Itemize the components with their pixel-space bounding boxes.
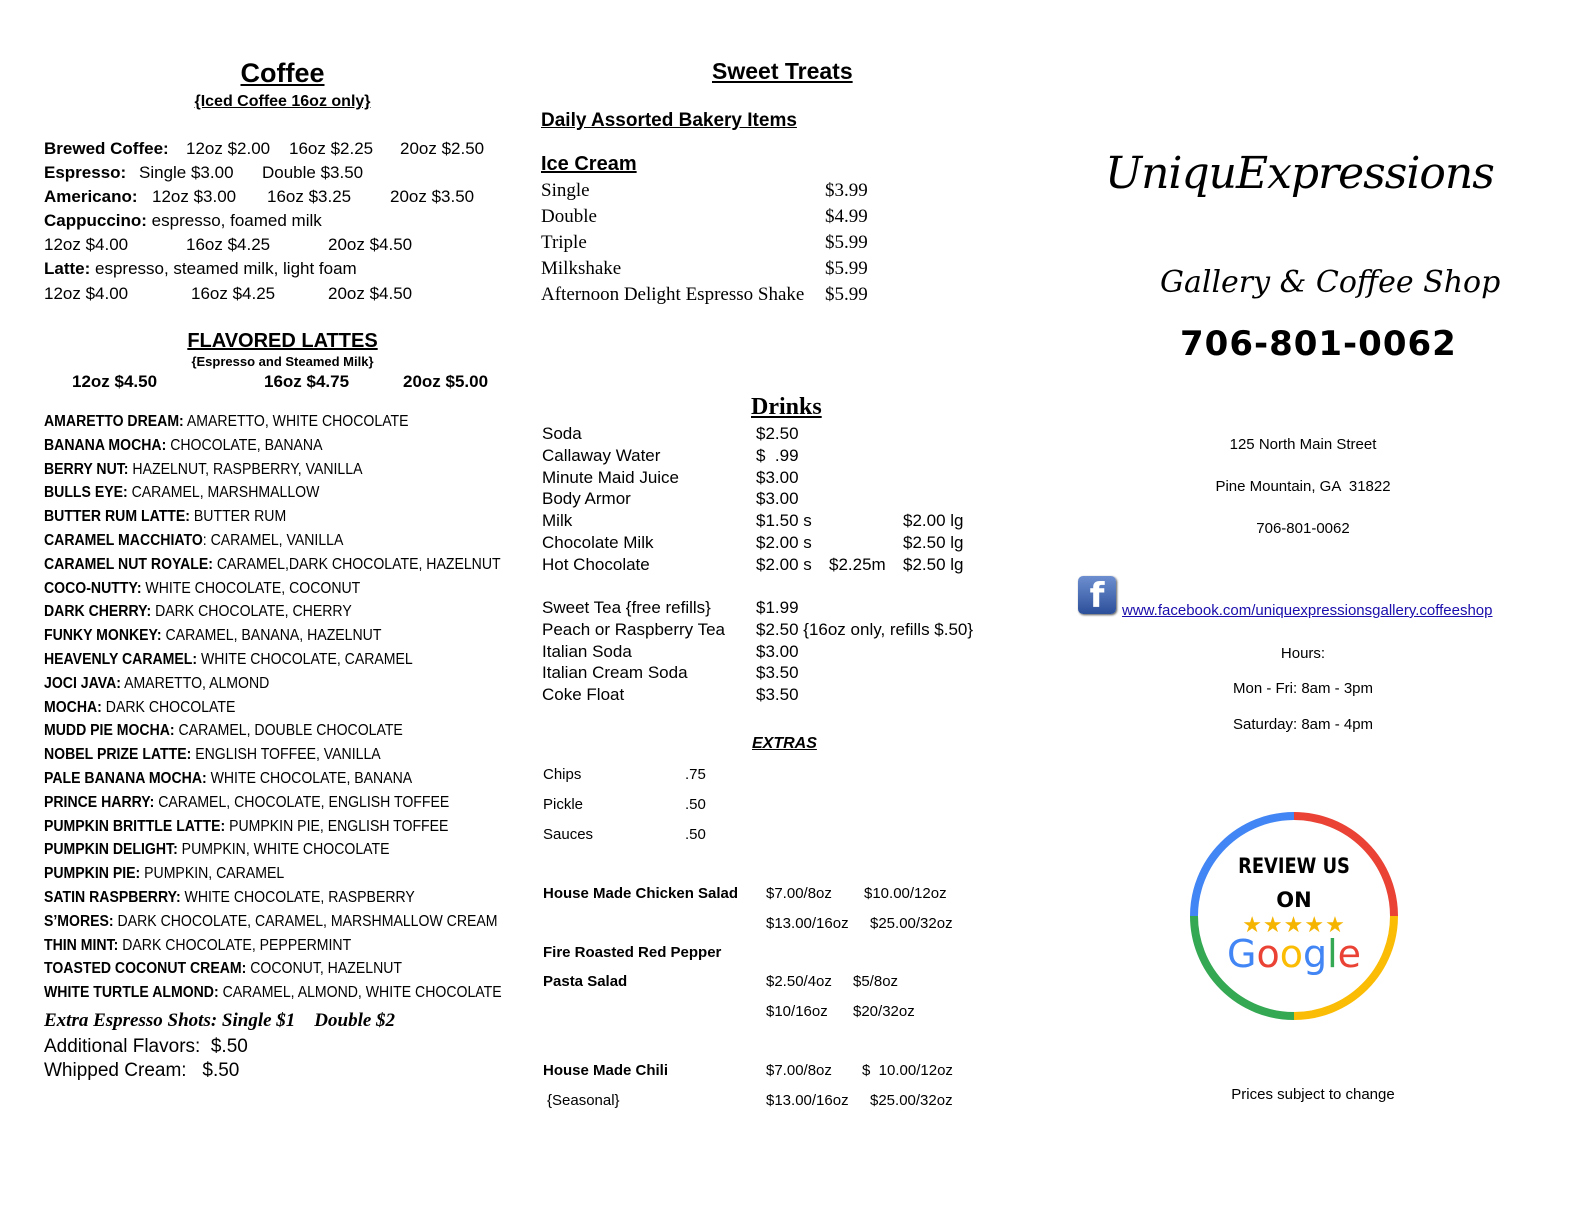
drink-price-small: $2.50 <box>756 424 799 443</box>
flavor-name: MUDD PIE MOCHA: <box>44 722 175 740</box>
flavor-name: BUTTER RUM LATTE: <box>44 508 190 526</box>
brewed-coffee-label: Brewed Coffee: <box>44 139 169 158</box>
flavor-name: BERRY NUT: <box>44 460 129 478</box>
shop-logo-subtitle: Gallery & Coffee Shop <box>1160 265 1501 300</box>
shop-phone-large: 706-801-0062 <box>1180 324 1457 364</box>
flavor-item <box>44 627 381 645</box>
extra-espresso-shots: Extra Espresso Shots: Single $1 Double $2 <box>44 1010 396 1031</box>
flavor-item <box>44 770 412 788</box>
coffee-subtitle: {Iced Coffee 16oz only} <box>194 93 371 110</box>
five-stars-icon: ★★★★★ <box>1242 912 1346 937</box>
shop-logo-title: UniquExpressions <box>1105 148 1494 199</box>
drink-name: Coke Float <box>542 685 625 705</box>
ice-cream-price: $4.99 <box>825 206 868 227</box>
flavor-ingredients: CHOCOLATE, BANANA <box>166 436 323 454</box>
flavor-item <box>44 508 286 526</box>
drink-price-small: $2.00 s <box>756 554 812 574</box>
flavored-price-20: 20oz $5.00 <box>403 372 489 391</box>
extra-price: .50 <box>685 796 706 813</box>
whipped-cream: Whipped Cream: $.50 <box>44 1060 240 1081</box>
google-review-badge[interactable] <box>1188 810 1400 1022</box>
flavor-name: PRINCE HARRY: <box>44 793 155 811</box>
ice-cream-item: Double <box>541 206 597 227</box>
address-street: 125 North Main Street <box>1229 436 1377 453</box>
pasta-salad-label-2: Pasta Salad <box>543 973 628 990</box>
ice-cream-item: Milkshake <box>541 258 622 279</box>
flavor-ingredients: COCONUT, HAZELNUT <box>246 960 403 978</box>
drink-price: $2.50 {16oz only, refills $.50} <box>756 619 974 639</box>
flavor-name: NOBEL PRIZE LATTE: <box>44 746 192 764</box>
drink-price-large: $2.50 lg <box>903 554 964 574</box>
facebook-icon[interactable]: f <box>1078 576 1116 614</box>
facebook-link[interactable]: www.facebook.com/uniquexpressionsgallery.coffeeshop <box>1122 602 1493 619</box>
espresso-line <box>44 163 126 183</box>
flavor-ingredients: CARAMEL, CHOCOLATE, ENGLISH TOFFEE <box>154 793 450 811</box>
drink-price: $3.50 <box>756 685 799 705</box>
chicken-salad-price-16: $13.00/16oz <box>766 915 849 932</box>
drink-name: Peach or Raspberry Tea <box>542 619 726 639</box>
pasta-salad-price-32: $20/32oz <box>853 1003 915 1020</box>
flavor-item <box>44 722 403 740</box>
hours-weekday: Mon - Fri: 8am - 3pm <box>1232 680 1374 697</box>
flavored-price-12: 12oz $4.50 <box>72 372 158 391</box>
flavor-ingredients: WHITE CHOCOLATE, CARAMEL <box>197 651 413 668</box>
ice-cream-item: Triple <box>541 232 587 253</box>
flavor-name: PUMPKIN DELIGHT: <box>44 841 178 859</box>
drinks-title: Drinks <box>751 394 822 420</box>
flavor-item <box>44 413 409 431</box>
drink-name: Hot Chocolate <box>542 554 650 574</box>
flavor-item <box>44 484 319 502</box>
ice-cream-item: Single <box>541 180 590 201</box>
flavor-name: COCO-NUTTY: <box>44 579 142 597</box>
flavored-price-16: 16oz $4.75 <box>264 372 350 391</box>
flavor-name: TOASTED COCONUT CREAM: <box>44 960 247 978</box>
address-phone: 706-801-0062 <box>1256 520 1350 537</box>
flavor-item <box>44 651 413 669</box>
extra-item: Pickle <box>543 796 584 813</box>
chicken-salad-label: House Made Chicken Salad <box>543 885 739 902</box>
pasta-salad-label-1: Fire Roasted Red Pepper <box>543 944 722 961</box>
flavor-ingredients: CARAMEL,DARK CHOCOLATE, HAZELNUT <box>212 555 501 573</box>
drink-price-small: $ .99 <box>756 445 799 465</box>
review-on-text: ON <box>1276 888 1312 912</box>
latte-price-12: 12oz $4.00 <box>44 284 129 303</box>
flavor-name: BULLS EYE: <box>44 484 128 502</box>
flavor-item <box>44 865 284 883</box>
flavor-name: AMARETTO DREAM: <box>44 413 184 430</box>
extra-price: .75 <box>685 766 706 783</box>
flavor-name: HEAVENLY CARAMEL: <box>44 651 198 668</box>
cappuccino-price-16: 16oz $4.25 <box>186 235 271 254</box>
cappuccino-line <box>44 211 322 231</box>
drink-name: Chocolate Milk <box>542 533 654 552</box>
chili-price-12: $ 10.00/12oz <box>862 1062 953 1079</box>
flavor-name: CARAMEL MACCHIATO <box>44 532 203 549</box>
flavor-ingredients: DARK CHOCOLATE, PEPPERMINT <box>118 936 352 954</box>
flavor-item <box>44 841 389 859</box>
chili-price-16: $13.00/16oz <box>766 1092 849 1109</box>
pasta-salad-price-8: $5/8oz <box>853 973 899 990</box>
sweet-treats-title: Sweet Treats <box>712 58 853 84</box>
chicken-salad-price-32: $25.00/32oz <box>870 915 953 932</box>
drink-price-large: $2.00 lg <box>903 511 964 531</box>
cappuccino-desc: espresso, foamed milk <box>146 211 322 230</box>
ice-cream-item: Afternoon Delight Espresso Shake <box>541 284 805 305</box>
brewed-price-16: 16oz $2.25 <box>289 139 374 158</box>
flavor-ingredients: PUMPKIN, CARAMEL <box>140 865 285 883</box>
drink-price: $3.00 <box>756 641 799 661</box>
flavor-ingredients: CARAMEL, MARSHMALLOW <box>127 484 320 502</box>
americano-price-12: 12oz $3.00 <box>152 187 237 206</box>
chili-seasonal: {Seasonal} <box>547 1092 620 1109</box>
latte-price-16: 16oz $4.25 <box>191 284 276 303</box>
flavor-item <box>44 699 235 717</box>
drink-name: Callaway Water <box>542 445 661 465</box>
cappuccino-price-20: 20oz $4.50 <box>328 235 413 254</box>
flavor-name: MOCHA: <box>44 698 102 716</box>
flavor-ingredients: CARAMEL, BANANA, HAZELNUT <box>161 627 382 645</box>
drink-name: Italian Soda <box>542 641 632 661</box>
drink-price: $3.50 <box>756 663 799 683</box>
drink-name: Body Armor <box>542 489 631 509</box>
flavor-item <box>44 603 352 621</box>
flavor-name: WHITE TURTLE ALMOND: <box>44 984 219 1002</box>
americano-label: Americano: <box>44 187 138 206</box>
price-disclaimer: Prices subject to change <box>1231 1086 1395 1103</box>
chicken-salad-price-8: $7.00/8oz <box>766 885 832 902</box>
drink-price-large: $2.50 lg <box>903 533 964 552</box>
pasta-salad-price-16: $10/16oz <box>766 1003 828 1020</box>
espresso-price-single: Single $3.00 <box>139 163 234 182</box>
flavor-item <box>44 532 343 550</box>
flavor-ingredients: WHITE CHOCOLATE, BANANA <box>206 770 413 787</box>
chili-label: House Made Chili <box>543 1062 669 1079</box>
flavor-item <box>44 580 360 598</box>
hours-label: Hours: <box>1280 645 1326 662</box>
drink-price: $1.99 <box>756 598 799 617</box>
drink-name: Sweet Tea {free refills} <box>542 598 711 617</box>
latte-label: Latte: <box>44 259 91 278</box>
google-wordmark: Google <box>1226 932 1362 976</box>
flavored-lattes-title: FLAVORED LATTES <box>187 330 378 352</box>
flavor-item <box>44 984 502 1002</box>
coffee-title: Coffee <box>240 58 325 88</box>
chili-price-8: $7.00/8oz <box>766 1062 832 1079</box>
ice-cream-price: $5.99 <box>825 258 868 279</box>
flavor-name: DARK CHERRY: <box>44 603 152 621</box>
flavor-ingredients: DARK CHOCOLATE, CHERRY <box>151 603 352 621</box>
chili-price-32: $25.00/32oz <box>870 1092 953 1109</box>
drink-name: Minute Maid Juice <box>542 467 680 487</box>
cappuccino-price-12: 12oz $4.00 <box>44 235 129 254</box>
extras-title: EXTRAS <box>752 735 817 752</box>
flavor-ingredients: WHITE CHOCOLATE, COCONUT <box>141 579 361 597</box>
chicken-salad-price-12: $10.00/12oz <box>864 885 947 902</box>
flavor-ingredients: AMARETTO, WHITE CHOCOLATE <box>183 413 409 430</box>
flavor-ingredients: : CARAMEL, VANILLA <box>202 532 344 549</box>
flavor-name: S’MORES: <box>44 912 114 930</box>
espresso-price-double: Double $3.50 <box>262 163 364 182</box>
review-us-text: REVIEW US <box>1238 854 1350 878</box>
address-city: Pine Mountain, GA 31822 <box>1215 478 1391 495</box>
flavor-item <box>44 889 415 907</box>
americano-price-16: 16oz $3.25 <box>267 187 352 206</box>
flavor-name: THIN MINT: <box>44 936 119 954</box>
drink-price-small: $3.00 <box>756 489 799 509</box>
drink-name: Soda <box>542 424 582 443</box>
flavored-lattes-subtitle: {Espresso and Steamed Milk} <box>191 354 374 369</box>
ice-cream-price: $5.99 <box>825 232 868 253</box>
hours-saturday: Saturday: 8am - 4pm <box>1232 716 1374 733</box>
brewed-price-12: 12oz $2.00 <box>186 139 271 158</box>
flavor-name: FUNKY MONKEY: <box>44 627 162 645</box>
flavor-ingredients: DARK CHOCOLATE, CARAMEL, MARSHMALLOW CREAM <box>113 912 498 930</box>
flavor-name: BANANA MOCHA: <box>44 436 167 454</box>
americano-line <box>44 187 138 207</box>
flavor-name: PALE BANANA MOCHA: <box>44 770 207 787</box>
espresso-label: Espresso: <box>44 163 127 182</box>
flavor-ingredients: PUMPKIN, WHITE CHOCOLATE <box>177 841 390 859</box>
flavor-item <box>44 437 322 455</box>
flavor-ingredients: DARK CHOCOLATE <box>101 698 236 716</box>
extra-item: Chips <box>543 766 582 783</box>
latte-line <box>44 259 357 279</box>
flavor-ingredients: CARAMEL, DOUBLE CHOCOLATE <box>174 722 403 740</box>
flavor-ingredients: PUMPKIN PIE, ENGLISH TOFFEE <box>225 817 449 835</box>
drink-price-small: $1.50 s <box>756 511 812 531</box>
flavor-name: JOCI JAVA: <box>44 674 121 692</box>
flavor-ingredients: ENGLISH TOFFEE, VANILLA <box>191 746 381 764</box>
drink-name: Milk <box>542 511 573 531</box>
flavor-item <box>44 794 449 812</box>
americano-price-20: 20oz $3.50 <box>390 187 475 206</box>
flavor-name: PUMPKIN PIE: <box>44 865 141 883</box>
flavor-item <box>44 818 448 836</box>
flavor-item <box>44 937 351 955</box>
drink-price-small: $2.00 s <box>756 533 812 552</box>
ice-cream-heading: Ice Cream <box>541 153 637 175</box>
pasta-salad-price-4: $2.50/4oz <box>766 973 832 990</box>
brewed-price-20: 20oz $2.50 <box>400 139 485 158</box>
flavor-item <box>44 675 269 693</box>
flavor-name: CARAMEL NUT ROYALE: <box>44 555 213 573</box>
flavor-ingredients: CARAMEL, ALMOND, WHITE CHOCOLATE <box>218 984 502 1002</box>
additional-flavors: Additional Flavors: $.50 <box>44 1036 248 1057</box>
ice-cream-price: $3.99 <box>825 180 868 201</box>
extra-item: Sauces <box>543 826 594 843</box>
flavor-item <box>44 556 501 574</box>
latte-desc: espresso, steamed milk, light foam <box>90 259 357 278</box>
drink-name: Italian Cream Soda <box>542 663 688 683</box>
flavor-name: SATIN RASPBERRY: <box>44 889 181 906</box>
latte-price-20: 20oz $4.50 <box>328 284 413 303</box>
drink-price-medium: $2.25m <box>829 554 886 574</box>
flavor-item <box>44 913 498 931</box>
extra-price: .50 <box>685 826 706 843</box>
ice-cream-price: $5.99 <box>825 284 868 305</box>
flavor-item <box>44 461 362 479</box>
flavor-item <box>44 960 402 978</box>
cappuccino-label: Cappuccino: <box>44 211 147 230</box>
flavor-ingredients: BUTTER RUM <box>189 508 287 526</box>
flavor-ingredients: AMARETTO, ALMOND <box>120 674 270 692</box>
bakery-heading: Daily Assorted Bakery Items <box>541 110 797 131</box>
drink-price-small: $3.00 <box>756 467 799 487</box>
flavor-ingredients: HAZELNUT, RASPBERRY, VANILLA <box>128 460 363 478</box>
flavor-item <box>44 746 381 764</box>
flavor-name: PUMPKIN BRITTLE LATTE: <box>44 817 226 835</box>
flavor-ingredients: WHITE CHOCOLATE, RASPBERRY <box>180 889 415 906</box>
brewed-coffee-line <box>44 139 169 159</box>
